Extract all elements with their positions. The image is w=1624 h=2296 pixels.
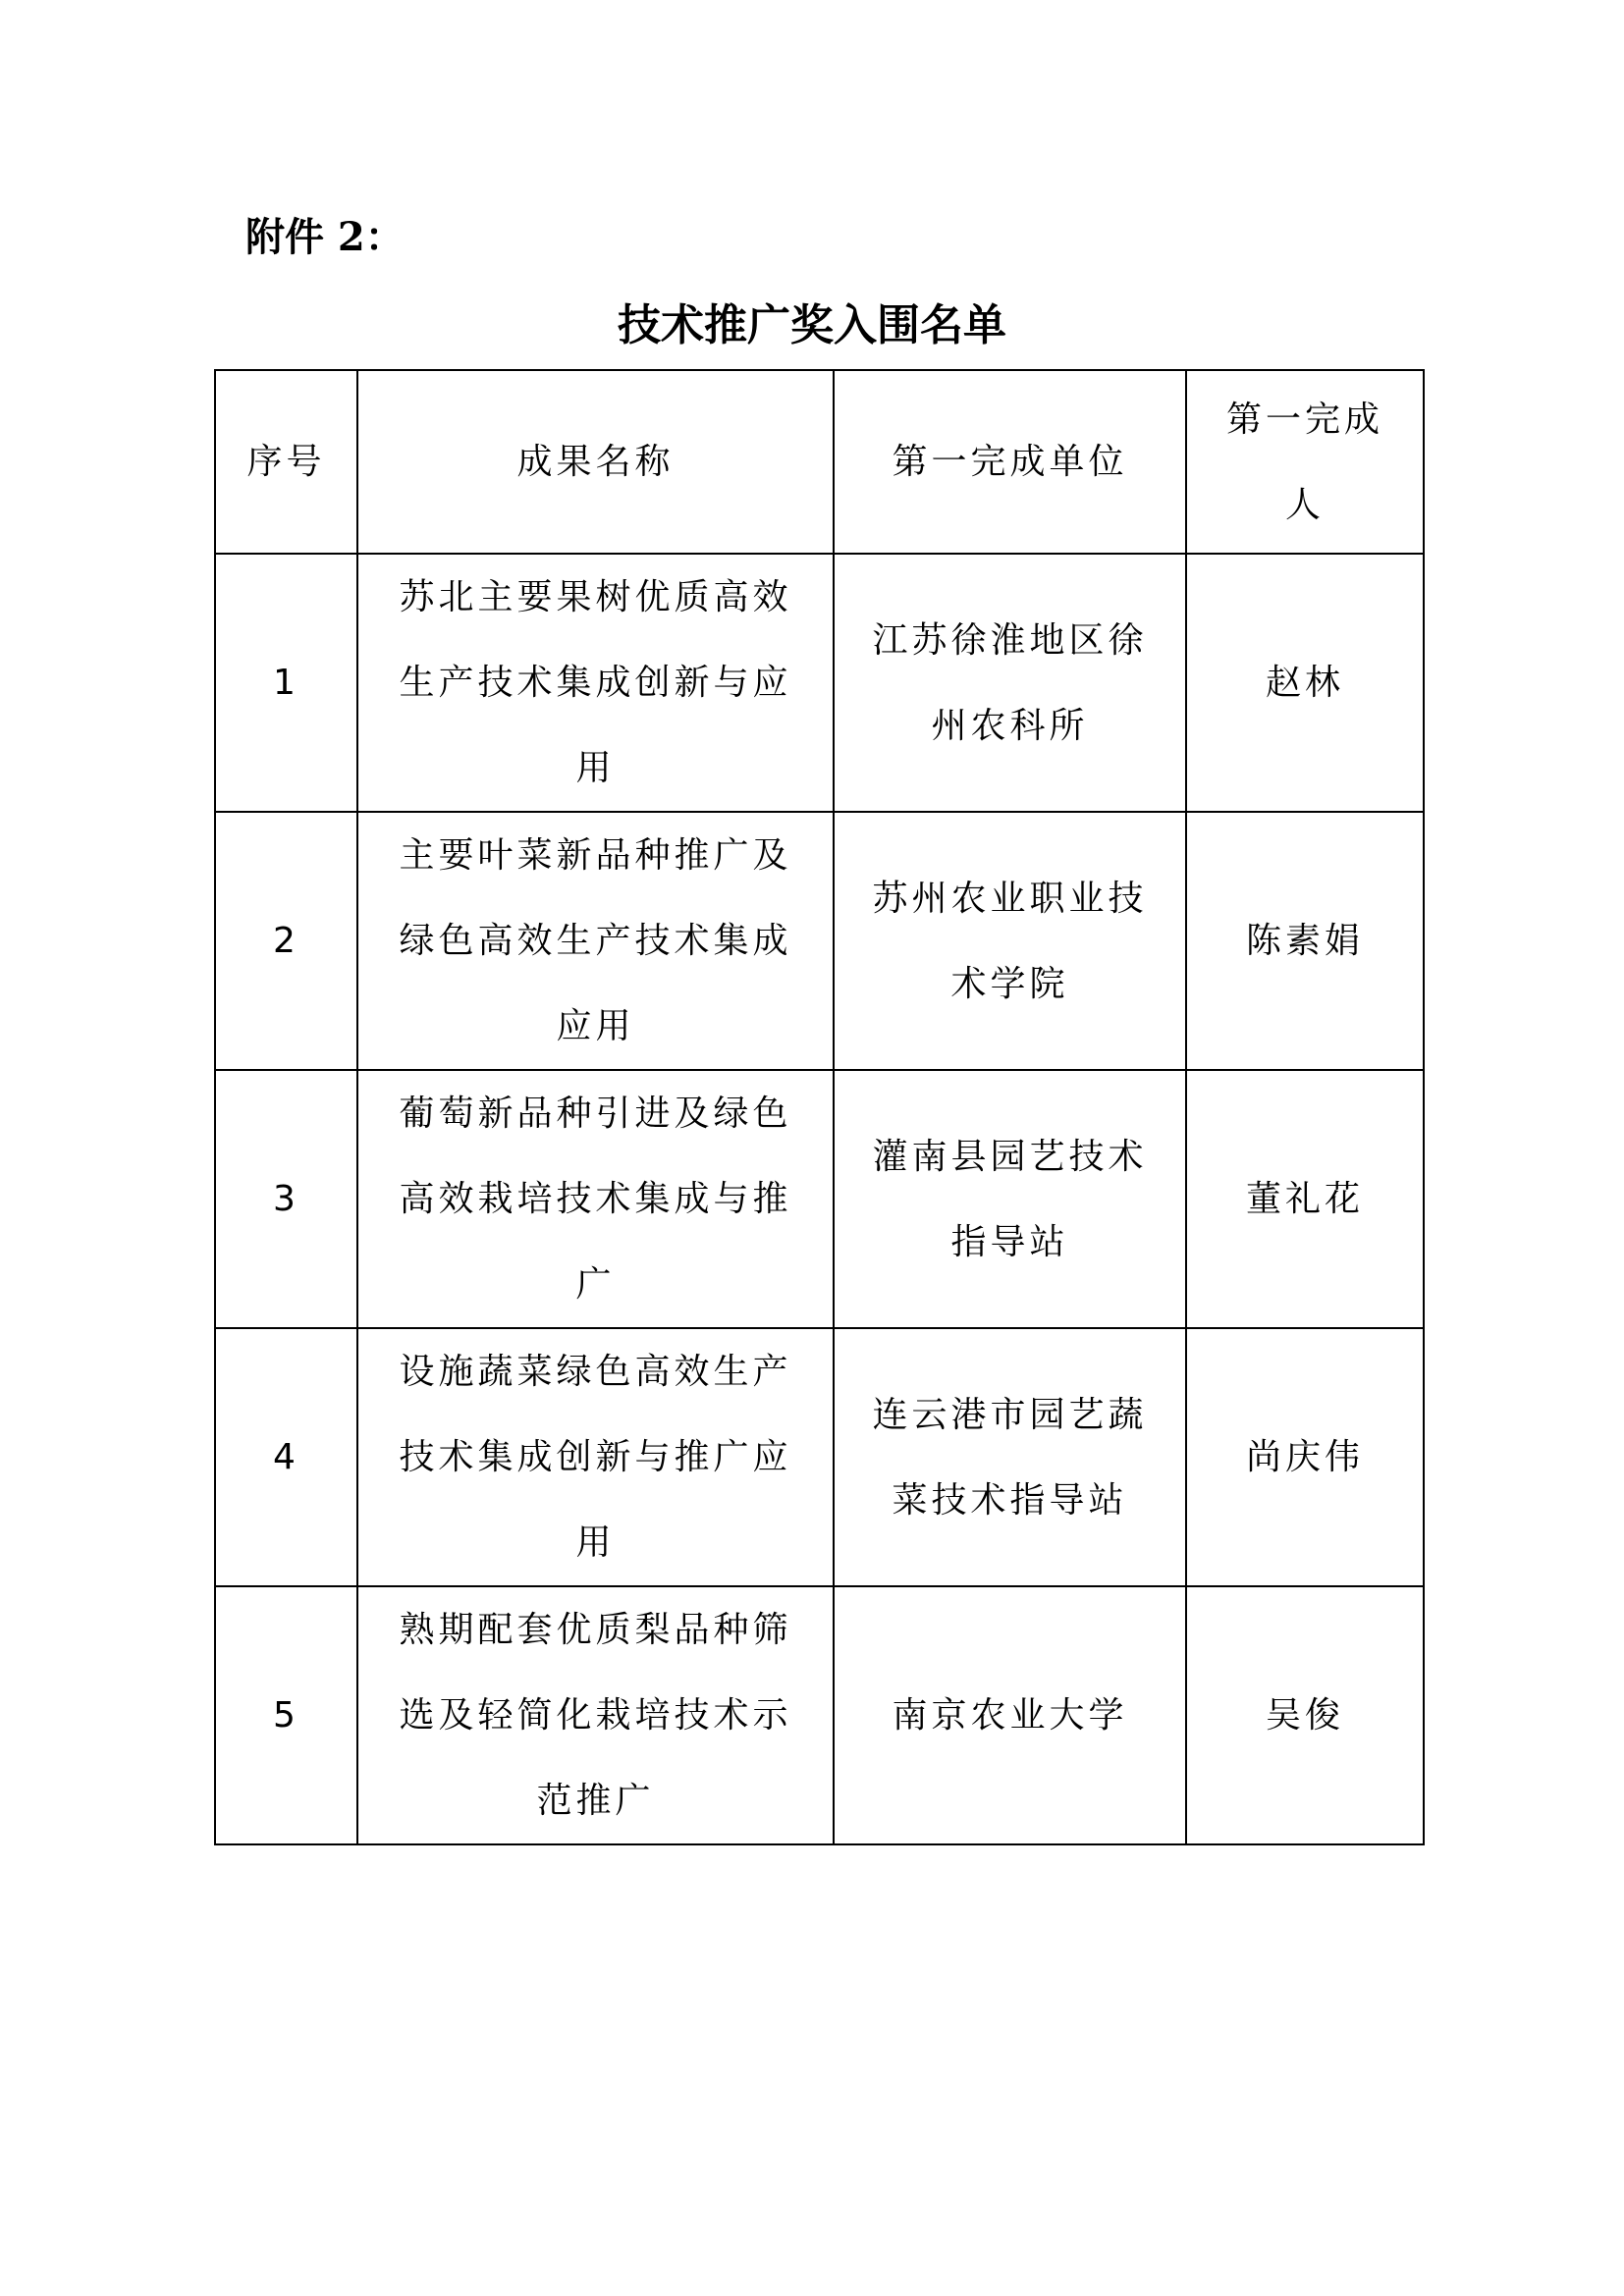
table-row: [215, 812, 1424, 1070]
row-no: 5: [215, 1586, 357, 1844]
row-no: 4: [215, 1328, 357, 1586]
row-unit: 南京农业大学: [834, 1586, 1186, 1844]
header-no: 序号: [215, 370, 357, 554]
row-name: 设施蔬菜绿色高效生产技术集成创新与推广应用: [357, 1328, 834, 1586]
row-unit: 连云港市园艺蔬菜技术指导站: [834, 1328, 1186, 1586]
row-name: 葡萄新品种引进及绿色高效栽培技术集成与推广: [357, 1070, 834, 1328]
attachment-label: 附件 2：: [245, 214, 405, 260]
row-unit: 苏州农业职业技术学院: [834, 812, 1186, 1070]
table-row: [215, 1070, 1424, 1328]
header-unit: 第一完成单位: [834, 370, 1186, 554]
row-person: 陈素娟: [1186, 812, 1424, 1070]
table-header-row: [215, 370, 1424, 554]
row-name: 主要叶菜新品种推广及绿色高效生产技术集成应用: [357, 812, 834, 1070]
row-person: 赵林: [1186, 554, 1424, 812]
row-unit: 灌南县园艺技术指导站: [834, 1070, 1186, 1328]
header-name: 成果名称: [357, 370, 834, 554]
row-no: 1: [215, 554, 357, 812]
document-title: 技术推广奖入围名单: [618, 300, 1006, 350]
row-name: 熟期配套优质梨品种筛选及轻简化栽培技术示范推广: [357, 1586, 834, 1844]
row-name: 苏北主要果树优质高效生产技术集成创新与应用: [357, 554, 834, 812]
row-unit: 江苏徐淮地区徐州农科所: [834, 554, 1186, 812]
row-person: 吴俊: [1186, 1586, 1424, 1844]
row-person: 董礼花: [1186, 1070, 1424, 1328]
table-row: [215, 554, 1424, 812]
row-no: 3: [215, 1070, 357, 1328]
table-row: [215, 1328, 1424, 1586]
row-person: 尚庆伟: [1186, 1328, 1424, 1586]
table-row: [215, 1586, 1424, 1844]
row-no: 2: [215, 812, 357, 1070]
header-person: 第一完成人: [1186, 370, 1424, 554]
nominee-table: [214, 369, 1425, 1845]
